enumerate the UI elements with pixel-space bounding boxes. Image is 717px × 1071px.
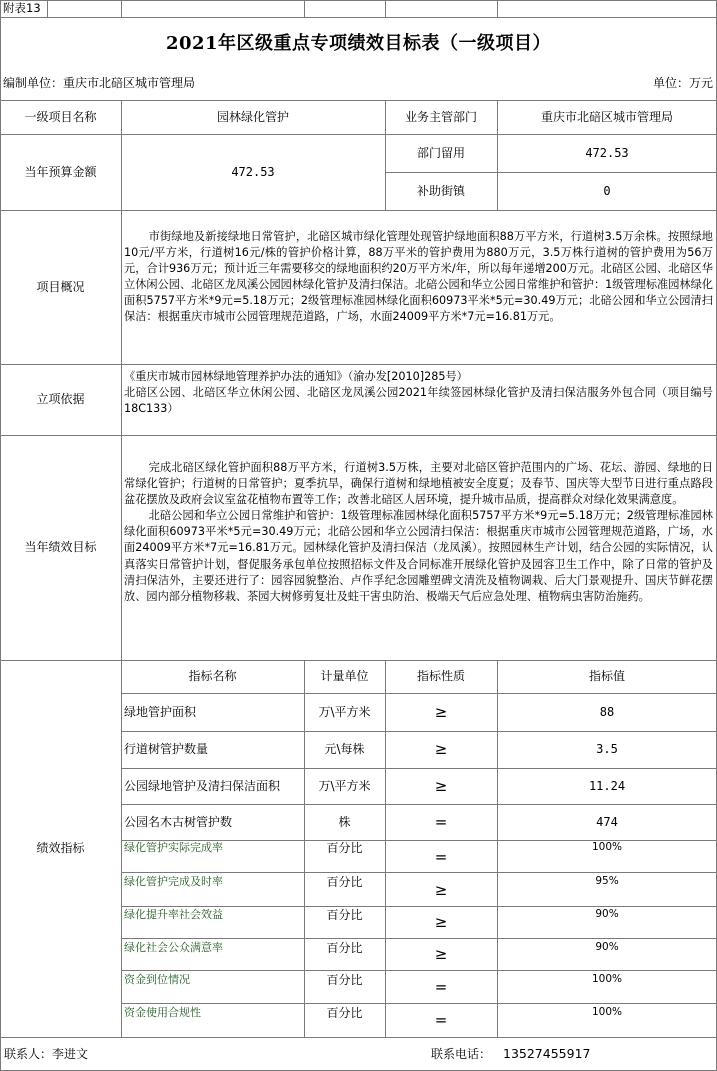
retained-value: 472.53 [585,145,629,160]
contact-phone-label: 联系电话： [431,1046,492,1061]
indicator-row-2-unit: 万\平方米 [318,778,371,793]
indicator-row-0-value: 88 [599,704,615,719]
indicator-row-4-unit: 百分比 [326,840,363,855]
indicator-row-7-name: 绿化社会公众满意率 [124,941,223,955]
contact-person: 联系人：李进文 [4,1046,89,1061]
attachment-label: 附表13 [3,1,41,16]
indicator-row-6-unit: 百分比 [326,907,363,922]
indicator-row-9-value: 100% [591,1006,623,1019]
subsidy-label: 补助街镇 [416,183,465,198]
indicator-row-8-unit: 百分比 [326,972,363,987]
indicator-row-5-name: 绿化管护完成及时率 [124,875,223,889]
overview-label: 项目概况 [36,279,85,294]
currency-unit: 单位：万元 [652,75,713,90]
indicator-header-unit: 计量单位 [320,669,369,683]
overview-text: 市街绿地及新接绿地日常管护，北碚区城市绿化管理处现管护绿地面积88万平方米，行道树3.5万余株。按照绿地10元/平方米，行道树16元/株的管护价格计算，88万平米的管护费用为880万元，3.5万株行道树的管护费用为56万元，合计936万元；预计近三年需要移交的绿地面积约20万平方米/年，所以每年递增200万元。北碚区公园、北碚区华立休闲公园、北碚区龙凤溪公园园林绿化管护及清扫保洁。北碚公园和华立公园日常维护和管护：1级管理标准园林绿化面积5757平方米*9元=5.18万元；2级管理标准园林绿化面积60973平米*5元=30.49万元；北碚公园和华立公园清扫保洁：根据重庆市城市公园管理规范道路，广场，水面24009平方米*7元=16.81万元。 [124,230,713,324]
goal-text-cell [124,460,713,656]
basis-text-cell [124,369,713,431]
indicator-row-0-unit: 万\平方米 [318,704,371,719]
goal-para-1: 完成北碚区绿化管护面积88万平方米，行道树3.5万株，主要对北碚区管护范围内的广场、花坛、游园、绿地的日常绿化管护；行道树的日常管护；夏季抗旱，确保行道树和绿地植被安全度夏；及春节、国庆等大型节日进行重点路段盆花摆放及政府会议室盆花植物布置等工作；改善北碚区人居环境，提升城市品质，提高群众对绿化效果满意度。 [124,461,713,507]
project-name-value: 园林绿化管护 [216,109,289,124]
indicator-row-2-nature: ≥ [434,776,448,795]
indicator-row-4-name: 绿化管护实际完成率 [124,841,223,855]
indicator-row-9-nature: = [434,1010,448,1029]
basis-label: 立项依据 [36,392,85,406]
project-name-label: 一级项目名称 [24,109,97,124]
indicator-row-5-unit: 百分比 [326,874,363,889]
indicator-row-2-name: 公园绿地管护及清扫保洁面积 [124,778,281,793]
budget-total: 472.53 [231,164,275,179]
basis-line-1: 《重庆市城市园林绿地管理养护办法的通知》（渝办发[2010]285号） [124,370,468,383]
page-title: 2021年区级重点专项绩效目标表（一级项目） [165,32,552,54]
indicator-row-0-name: 绿地管护面积 [124,704,197,719]
indicator-row-2-value: 11.24 [588,778,626,793]
basis-line-2: 北碚区公园、北碚区华立休闲公园、北碚区龙凤溪公园2021年续签园林绿化管护及清扫保洁服务外包合同（项目编号18C133） [124,386,713,416]
indicator-row-8-name: 资金到位情况 [124,973,190,987]
indicator-row-6-name: 绿化提升率社会效益 [124,908,223,922]
indicator-row-1-nature: ≥ [434,740,448,759]
indicator-row-0-nature: ≥ [434,702,448,721]
indicator-row-9-name: 资金使用合规性 [124,1006,201,1020]
indicator-row-3-name: 公园名木古树管护数 [124,814,233,829]
indicator-row-5-value: 95% [595,875,619,888]
indicator-row-1-value: 3.5 [596,742,618,756]
retained-label: 部门留用 [416,145,465,160]
compiling-unit: 编制单位：重庆市北碚区城市管理局 [3,75,196,90]
indicator-row-7-nature: ≥ [434,944,448,963]
indicator-header-name: 指标名称 [188,669,237,683]
indicator-row-3-value: 474 [596,814,618,829]
overview-text-cell [124,229,713,361]
indicator-row-7-value: 90% [595,941,619,954]
contact-phone-value: 13527455917 [503,1046,591,1062]
indicator-row-4-value: 100% [591,841,623,854]
budget-label: 当年预算金额 [24,164,97,179]
indicator-row-8-value: 100% [591,973,623,986]
indicator-row-6-value: 90% [595,908,619,921]
goal-para-2: 北碚公园和华立公园日常维护和管护：1级管理标准园林绿化面积5757平方米*9元=5.18万元；2级管理标准园林绿化面积60973平米*5元=30.49万元；北碚公园和华立公园清扫保洁：根据重庆市城市公园管理规范道路，广场，水面24009平方米*7元=16.81万元。园林绿化管护及清扫保洁（龙凤溪）。按照园林生产计划，结合公园的实际情况，认真落实日常管护计划，督促服务承包单位按照招标文件及合同标准开展绿化管护及园容卫生工作中，除了日常的管护及清扫保洁外，主要还进行了：园容园貌整治、卢作孚纪念园雕塑碑文清洗及植物调栽、后大门景观提升、国庆节鲜花摆放、园内部分植物移栽、茶园大树修剪复壮及蛀干害虫防治、极端天气后应急处理、植物病虫害防治施药。 [124,509,713,603]
indicator-row-1-unit: 元\每株 [324,742,365,756]
indicator-row-5-nature: ≥ [434,880,448,899]
indicator-header-value: 指标值 [588,669,625,683]
indicator-row-9-unit: 百分比 [326,1005,363,1020]
indicator-row-3-unit: 株 [338,814,351,829]
indicator-row-6-nature: ≥ [434,912,448,931]
indicator-row-4-nature: = [434,847,448,866]
dept-label: 业务主管部门 [404,109,477,124]
goal-label: 当年绩效目标 [24,540,97,554]
indicator-header-nature: 指标性质 [416,669,465,683]
indicator-row-8-nature: = [434,977,448,996]
indicator-row-1-name: 行道树管护数量 [124,742,209,756]
indicators-label: 绩效指标 [36,841,85,855]
dept-value: 重庆市北碚区城市管理局 [540,109,673,124]
subsidy-value: 0 [603,183,611,198]
indicator-row-3-nature: = [434,812,448,831]
indicator-row-7-unit: 百分比 [326,940,363,955]
